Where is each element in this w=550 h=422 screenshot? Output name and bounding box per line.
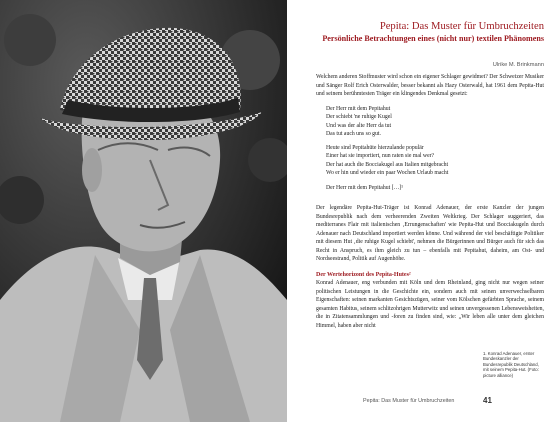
lyric-line: Und was der alte Herr da tut bbox=[326, 122, 392, 129]
section-paragraph: Konrad Adenauer, eng verbunden mit Köln und dem Rheinland, ging nicht nur wegen seiner politischen Leistungen in die Geschichte ein, sondern auch mit seinen unverwechselbaren Eigenschaften: seinen markanten Gesichtszügen, seiner vom Kölschen gefärbten Sprache, seinem gesamten Habitus, seinem schlitzohrigen Mutterwitz und seinen unvergessenen Lebensweisheiten, die in Zitatensammlungen und -foren zu finden sind, wie: „Wir leben alle unter dem gleichen Himmel, haben aber nicht bbox=[316, 280, 544, 329]
lyric-line: Das tut auch uns so gut. bbox=[326, 131, 381, 137]
article-subtitle: Persönliche Betrachtungen eines (nicht nur) textilen Phänomens bbox=[322, 34, 544, 43]
intro-paragraph: Welchem anderen Stoffmuster wird schon ein eigener Schlager gewidmet? Der Schweizer Musiker und Sänger Rolf Erich Osterwalder, besser bekannt als Hazy Osterwald, hat 1961 dem Pepita-Hut und seinem berühmtesten Träger ein klingendes Denkmal gesetzt: bbox=[316, 74, 544, 97]
lyric-line: Der Herr mit dem Pepitahut bbox=[326, 105, 391, 112]
article-title: Pepita: Das Muster für Umbruchzeiten bbox=[379, 21, 544, 32]
main-paragraph: Der legendäre Pepita-Hut-Träger ist Konrad Adenauer, der erste Kanzler der jungen Bundesrepublik nach dem verheerenden Zweiten Weltkrieg. Der Schlager suggeriert, das mediterranes Flair mit italienischen ‚Errungenschaften' wie Pepita-Hut und Bocciakugeln durch Adenauer nach Deutschland importiert werden könne. Und während der viel beschäftigte Politiker mit diesem Hut ‚die ruhige Kugel schiebt', nehmen die Bürgerinnen und Bürger auch für sich das Recht in Anspruch, es ihm gleich zu tun – ebenfalls mit Pepitahut, daheim, am Ost- und Nordseestrand, Politik auf Augenhöhe. bbox=[316, 205, 544, 262]
photo-caption: 1. Konrad Adenauer, erster Bundeskanzler der Bundesrepublik Deutschland, mit seinem Pepita-Hut. (Foto: picture alliance) bbox=[483, 351, 539, 378]
section-heading: Der Wertehorizont des Pepita-Hutes² bbox=[316, 271, 411, 278]
lyric-line: Heute sind Pepitahüte hierzulande populär bbox=[326, 144, 424, 151]
author-name: Ulrike M. Brinkmann bbox=[492, 62, 544, 68]
lyric-line: Der hat auch die Bocciakugel aus Italien mitgebracht bbox=[326, 161, 449, 168]
lyric-line: Der schiebt 'ne ruhige Kugel bbox=[326, 114, 392, 120]
page-number: 41 bbox=[483, 396, 492, 405]
running-footer: Pepita: Das Muster für Umbruchzeiten bbox=[363, 398, 455, 404]
lyric-line: Wo er hin und wieder ein paar Wochen Urlaub macht bbox=[326, 170, 449, 176]
article-body bbox=[316, 73, 544, 330]
lyric-closing-line: Der Herr mit dem Pepitahut […]¹ bbox=[326, 184, 403, 191]
lyric-line: Einer hat sie importiert, nun raten sie mal wer? bbox=[326, 153, 435, 159]
song-lyrics bbox=[326, 105, 544, 178]
